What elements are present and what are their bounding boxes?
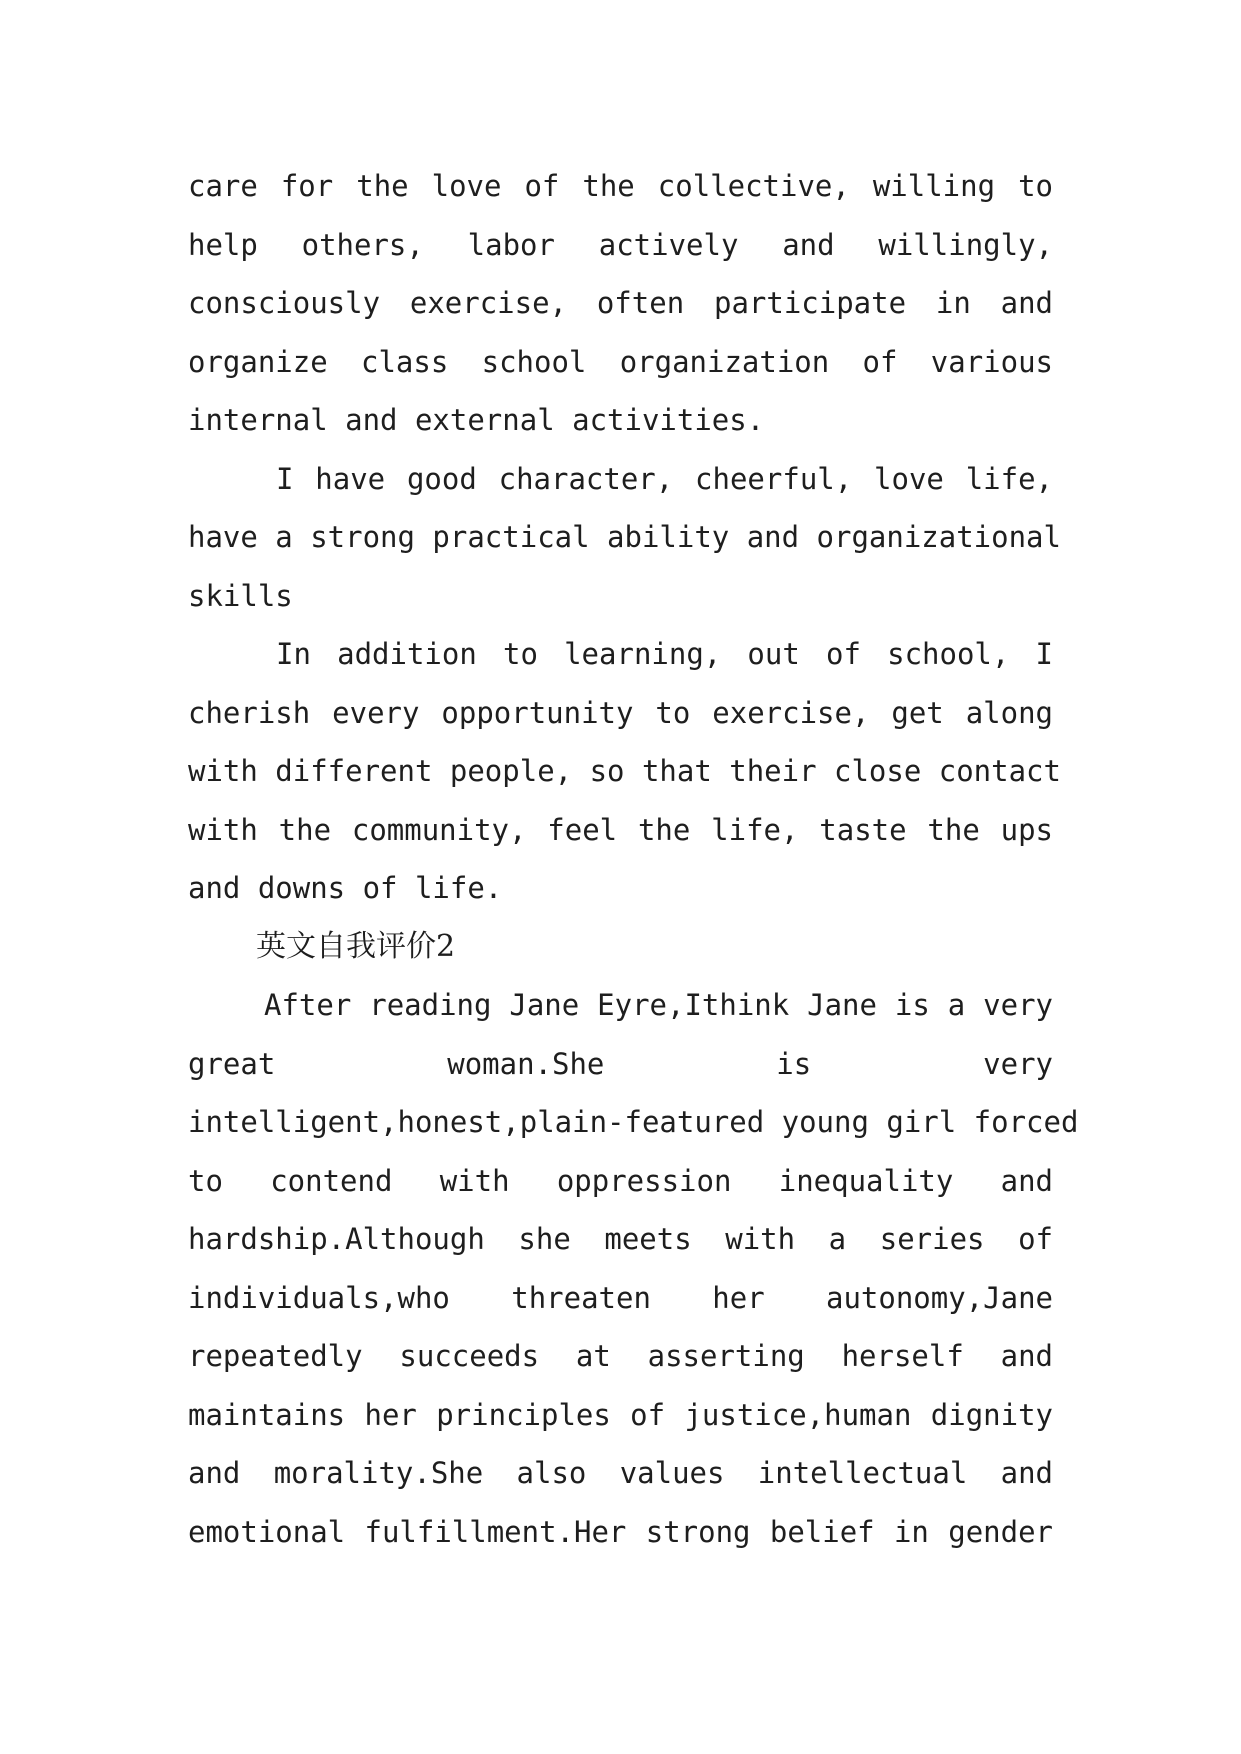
text-line: care for the love of the collective, willing to — [188, 169, 1053, 203]
text-line: great woman.She is very — [188, 1046, 1053, 1081]
text-line: repeatedly succeeds at asserting herself and — [188, 1339, 1053, 1373]
text-line: organize class school organization of various — [188, 344, 1053, 379]
document-body — [188, 157, 1079, 1561]
text-line: hardship.Although she meets with a series of — [188, 1222, 1053, 1256]
text-line: After reading Jane Eyre,Ithink Jane is a very — [264, 988, 1053, 1022]
text-line: emotional fulfillment.Her strong belief in gender — [188, 1514, 1053, 1549]
text-line: to contend with oppression inequality and — [188, 1163, 1053, 1198]
paragraph-character — [188, 450, 1061, 626]
text-line: with the community, feel the life, taste the ups — [188, 812, 1053, 847]
text-line: and morality.She also values intellectual and — [188, 1456, 1053, 1490]
paragraph-addition — [188, 625, 1061, 918]
text-line: internal and external activities. — [188, 403, 765, 437]
text-line: and downs of life. — [188, 871, 503, 905]
text-line: help others, labor actively and willingly, — [188, 227, 1053, 262]
text-line: cherish every opportunity to exercise, get along — [188, 695, 1053, 730]
text-line: maintains her principles of justice,human dignity — [188, 1397, 1053, 1432]
section-heading: 英文自我评价2 — [256, 928, 456, 964]
paragraph-jane-eyre — [188, 976, 1079, 1561]
text-line: individuals,who threaten her autonomy,Jane — [188, 1280, 1053, 1315]
text-line: consciously exercise, often participate in and — [188, 286, 1053, 320]
text-line: with different people, so that their close contact — [188, 754, 1061, 788]
text-line: intelligent,honest,plain-featured young girl forced — [188, 1105, 1079, 1139]
paragraph-collective — [188, 157, 1053, 450]
text-line: In addition to learning, out of school, I — [276, 637, 1053, 671]
text-line: have a strong practical ability and organizational — [188, 520, 1061, 554]
text-line: I have good character, cheerful, love life, — [276, 461, 1053, 496]
text-line: skills — [188, 578, 293, 613]
